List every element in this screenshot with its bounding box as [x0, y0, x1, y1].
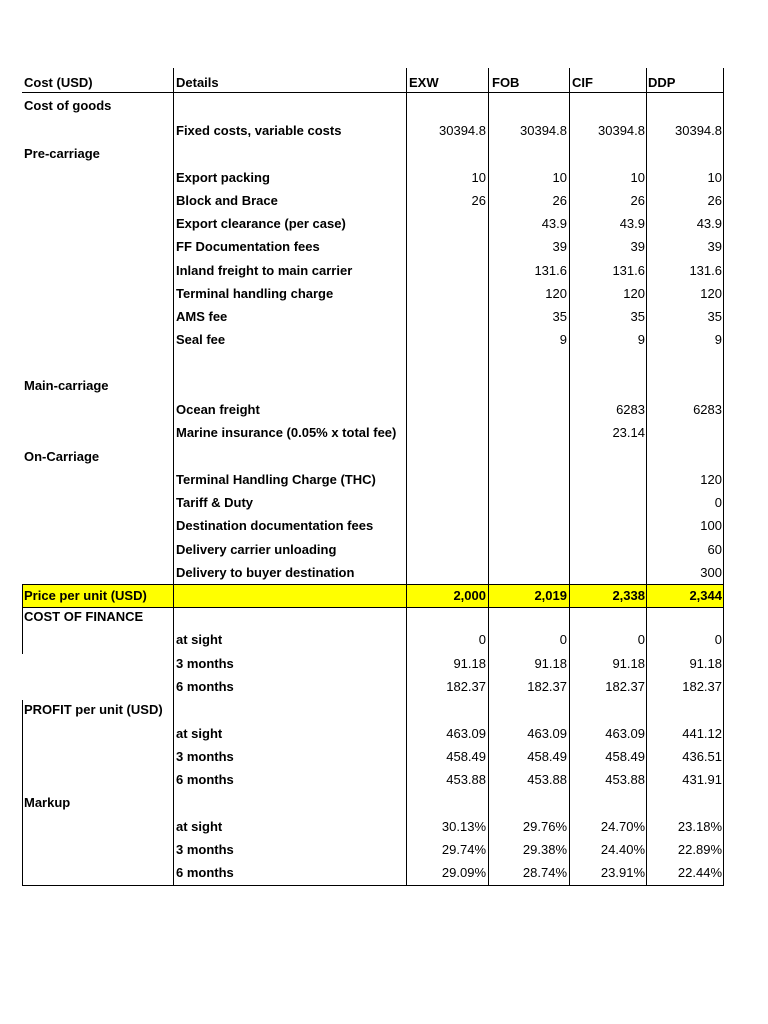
- value-cell: 23.91%: [600, 865, 645, 880]
- section-label: Main-carriage: [24, 378, 109, 393]
- detail-label: Delivery to buyer destination: [176, 565, 355, 580]
- value-cell: 0: [714, 495, 722, 510]
- detail-label: 3 months: [176, 842, 234, 857]
- value-cell: 39: [552, 239, 567, 254]
- value-cell: 463.09: [527, 726, 567, 741]
- detail-label: Inland freight to main carrier: [176, 263, 353, 278]
- value-cell: 6283: [693, 402, 722, 417]
- value-cell: 182.37: [605, 679, 645, 694]
- value-cell: 453.88: [605, 772, 645, 787]
- section-label: PROFIT per unit (USD): [24, 702, 163, 717]
- detail-label: FF Documentation fees: [176, 239, 320, 254]
- detail-label: Terminal Handling Charge (THC): [176, 472, 376, 487]
- detail-label: Delivery carrier unloading: [176, 542, 337, 557]
- value-cell: 2,338: [612, 588, 645, 603]
- detail-label: 6 months: [176, 772, 234, 787]
- column-divider: [406, 68, 407, 885]
- header-fob: FOB: [492, 75, 520, 90]
- detail-label: 3 months: [176, 656, 234, 671]
- detail-label: Block and Brace: [176, 193, 278, 208]
- value-cell: 29.74%: [441, 842, 486, 857]
- detail-label: 6 months: [176, 679, 234, 694]
- value-cell: 120: [700, 286, 722, 301]
- value-cell: 182.37: [682, 679, 722, 694]
- value-cell: 43.9: [619, 216, 645, 231]
- value-cell: 29.09%: [441, 865, 486, 880]
- value-cell: 458.49: [605, 749, 645, 764]
- value-cell: 182.37: [527, 679, 567, 694]
- value-cell: 23.18%: [677, 819, 722, 834]
- value-cell: 43.9: [696, 216, 722, 231]
- section-label: Cost of goods: [24, 98, 112, 113]
- value-cell: 91.18: [689, 656, 722, 671]
- row-divider: [22, 92, 724, 93]
- detail-label: 6 months: [176, 865, 234, 880]
- header-details: Details: [176, 75, 219, 90]
- detail-label: at sight: [176, 632, 223, 647]
- column-divider: [488, 68, 489, 885]
- value-cell: 463.09: [446, 726, 486, 741]
- value-cell: 10: [707, 170, 722, 185]
- value-cell: 100: [700, 518, 722, 533]
- value-cell: 39: [707, 239, 722, 254]
- value-cell: 120: [623, 286, 645, 301]
- value-cell: 35: [552, 309, 567, 324]
- value-cell: 39: [630, 239, 645, 254]
- left-border: [22, 700, 23, 885]
- value-cell: 458.49: [527, 749, 567, 764]
- value-cell: 23.14: [612, 425, 645, 440]
- value-cell: 29.76%: [522, 819, 567, 834]
- value-cell: 60: [707, 542, 722, 557]
- value-cell: 453.88: [446, 772, 486, 787]
- value-cell: 453.88: [527, 772, 567, 787]
- row-divider: [22, 607, 724, 608]
- value-cell: 91.18: [612, 656, 645, 671]
- value-cell: 2,000: [453, 588, 486, 603]
- header-cost: Cost (USD): [24, 75, 93, 90]
- section-label: Price per unit (USD): [24, 588, 147, 603]
- value-cell: 29.38%: [522, 842, 567, 857]
- value-cell: 458.49: [446, 749, 486, 764]
- value-cell: 26: [552, 193, 567, 208]
- value-cell: 441.12: [682, 726, 722, 741]
- section-label: On-Carriage: [24, 449, 100, 464]
- value-cell: 30394.8: [675, 123, 722, 138]
- detail-label: AMS fee: [176, 309, 228, 324]
- detail-label: Tariff & Duty: [176, 495, 254, 510]
- value-cell: 91.18: [453, 656, 486, 671]
- column-divider: [173, 68, 174, 885]
- value-cell: 26: [630, 193, 645, 208]
- detail-label: Export clearance (per case): [176, 216, 346, 231]
- detail-label: at sight: [176, 726, 223, 741]
- row-divider: [22, 584, 724, 585]
- value-cell: 0: [714, 632, 722, 647]
- value-cell: 35: [707, 309, 722, 324]
- detail-label: Terminal handling charge: [176, 286, 334, 301]
- left-border: [22, 584, 23, 654]
- value-cell: 182.37: [446, 679, 486, 694]
- value-cell: 0: [637, 632, 645, 647]
- value-cell: 463.09: [605, 726, 645, 741]
- value-cell: 0: [478, 632, 486, 647]
- value-cell: 35: [630, 309, 645, 324]
- value-cell: 2,344: [689, 588, 722, 603]
- value-cell: 120: [700, 472, 722, 487]
- header-ddp: DDP: [648, 75, 676, 90]
- value-cell: 43.9: [541, 216, 567, 231]
- section-label: COST OF FINANCE: [24, 609, 144, 624]
- header-cif: CIF: [572, 75, 593, 90]
- value-cell: 9: [714, 332, 722, 347]
- value-cell: 10: [630, 170, 645, 185]
- value-cell: 431.91: [682, 772, 722, 787]
- value-cell: 22.44%: [677, 865, 722, 880]
- value-cell: 9: [637, 332, 645, 347]
- value-cell: 6283: [616, 402, 645, 417]
- detail-label: Marine insurance (0.05% x total fee): [176, 425, 397, 440]
- detail-label: at sight: [176, 819, 223, 834]
- value-cell: 22.89%: [677, 842, 722, 857]
- row-divider: [22, 885, 724, 886]
- value-cell: 0: [559, 632, 567, 647]
- value-cell: 436.51: [682, 749, 722, 764]
- value-cell: 28.74%: [522, 865, 567, 880]
- value-cell: 30394.8: [520, 123, 567, 138]
- value-cell: 9: [559, 332, 567, 347]
- value-cell: 26: [471, 193, 486, 208]
- detail-label: Export packing: [176, 170, 270, 185]
- value-cell: 30394.8: [439, 123, 486, 138]
- value-cell: 26: [707, 193, 722, 208]
- value-cell: 10: [471, 170, 486, 185]
- column-divider: [646, 68, 647, 885]
- value-cell: 300: [700, 565, 722, 580]
- detail-label: Ocean freight: [176, 402, 260, 417]
- value-cell: 24.70%: [600, 819, 645, 834]
- value-cell: 91.18: [534, 656, 567, 671]
- section-label: Pre-carriage: [24, 146, 100, 161]
- detail-label: Destination documentation fees: [176, 518, 374, 533]
- value-cell: 120: [545, 286, 567, 301]
- column-divider: [569, 68, 570, 885]
- detail-label: Seal fee: [176, 332, 226, 347]
- value-cell: 10: [552, 170, 567, 185]
- value-cell: 2,019: [534, 588, 567, 603]
- value-cell: 30394.8: [598, 123, 645, 138]
- header-exw: EXW: [409, 75, 439, 90]
- value-cell: 131.6: [689, 263, 722, 278]
- value-cell: 131.6: [534, 263, 567, 278]
- value-cell: 24.40%: [600, 842, 645, 857]
- column-divider: [723, 68, 724, 885]
- detail-label: Fixed costs, variable costs: [176, 123, 342, 138]
- section-label: Markup: [24, 795, 71, 810]
- value-cell: 30.13%: [441, 819, 486, 834]
- detail-label: 3 months: [176, 749, 234, 764]
- value-cell: 131.6: [612, 263, 645, 278]
